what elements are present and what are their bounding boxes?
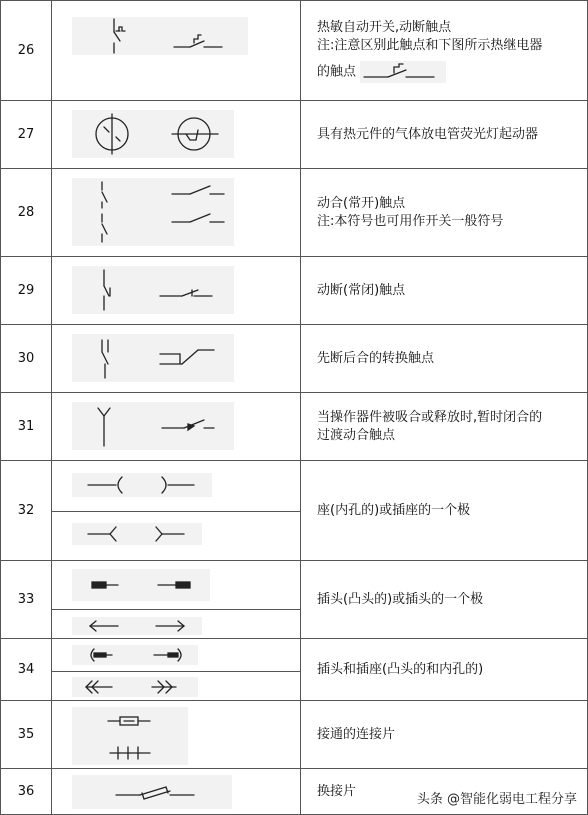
- table-row: [1, 325, 588, 393]
- row-number: 31: [1, 393, 52, 461]
- symbol-changeover-contact: [72, 334, 234, 382]
- description-cell: 插头(凸头的)或插头的一个极: [301, 561, 588, 639]
- row-number: 36: [1, 769, 52, 815]
- row-number: 29: [1, 257, 52, 325]
- description-cell: 座(内孔的)或插座的一个极: [301, 461, 588, 561]
- description-cell: 具有热元件的气体放电管荧光灯起动器: [301, 101, 588, 169]
- symbol-cell: [52, 461, 301, 561]
- description-cell: 插头和插座(凸头的和内孔的): [301, 639, 588, 701]
- symbol-cell: [52, 325, 301, 393]
- symbol-cell: [52, 561, 301, 639]
- description-cell: 热敏自动开关,动断触点 注:注意区别此触点和下图所示热继电器 的触点: [301, 1, 588, 101]
- table-row: [1, 257, 588, 325]
- row-number: 27: [1, 101, 52, 169]
- row-number: 32: [1, 461, 52, 561]
- symbol-plug-and-socket-a: [72, 645, 198, 665]
- table-row: [1, 701, 588, 769]
- symbol-cell: [52, 639, 301, 701]
- symbol-socket-pole-b: [72, 523, 202, 545]
- symbol-make-contact: [72, 178, 234, 246]
- row-number: 35: [1, 701, 52, 769]
- symbol-cell: [52, 257, 301, 325]
- table-row: [1, 639, 588, 701]
- row-number: 26: [1, 1, 52, 101]
- table-row: [1, 101, 588, 169]
- row-number: 33: [1, 561, 52, 639]
- symbol-break-contact: [72, 266, 234, 314]
- symbol-socket-pole-a: [72, 473, 212, 497]
- description-cell: 动合(常开)触点 注:本符号也可用作开关一般符号: [301, 169, 588, 257]
- symbol-changeover-link: [72, 775, 232, 809]
- symbol-cell: [52, 769, 301, 815]
- table-row: [1, 393, 588, 461]
- symbol-connecting-link: [72, 707, 188, 765]
- symbol-plug-pole-a: [72, 569, 210, 601]
- table-row: [1, 1, 588, 101]
- symbol-plug-and-socket-b: [72, 677, 198, 697]
- symbol-thermal-switch: [72, 17, 248, 55]
- watermark: 头条 @智能化弱电工程分享: [414, 787, 580, 808]
- symbol-fluorescent-starter: [72, 110, 234, 158]
- description-cell: 接通的连接片: [301, 701, 588, 769]
- symbol-cell: [52, 1, 301, 101]
- row-number: 34: [1, 639, 52, 701]
- row-number: 30: [1, 325, 52, 393]
- symbol-transition-contact: [72, 402, 234, 450]
- description-cell: 动断(常闭)触点: [301, 257, 588, 325]
- description-cell: 换接片: [301, 769, 588, 815]
- table-row: [1, 461, 588, 561]
- symbol-cell: [52, 169, 301, 257]
- symbol-cell: [52, 101, 301, 169]
- symbol-thermal-relay-contact: [360, 61, 446, 83]
- symbol-cell: [52, 393, 301, 461]
- symbol-plug-pole-b: [72, 617, 202, 635]
- description-cell: 先断后合的转换触点: [301, 325, 588, 393]
- description-cell: 当操作器件被吸合或释放时,暂时闭合的 过渡动合触点: [301, 393, 588, 461]
- table-row: [1, 169, 588, 257]
- table-row: [1, 561, 588, 639]
- symbol-cell: [52, 701, 301, 769]
- row-number: 28: [1, 169, 52, 257]
